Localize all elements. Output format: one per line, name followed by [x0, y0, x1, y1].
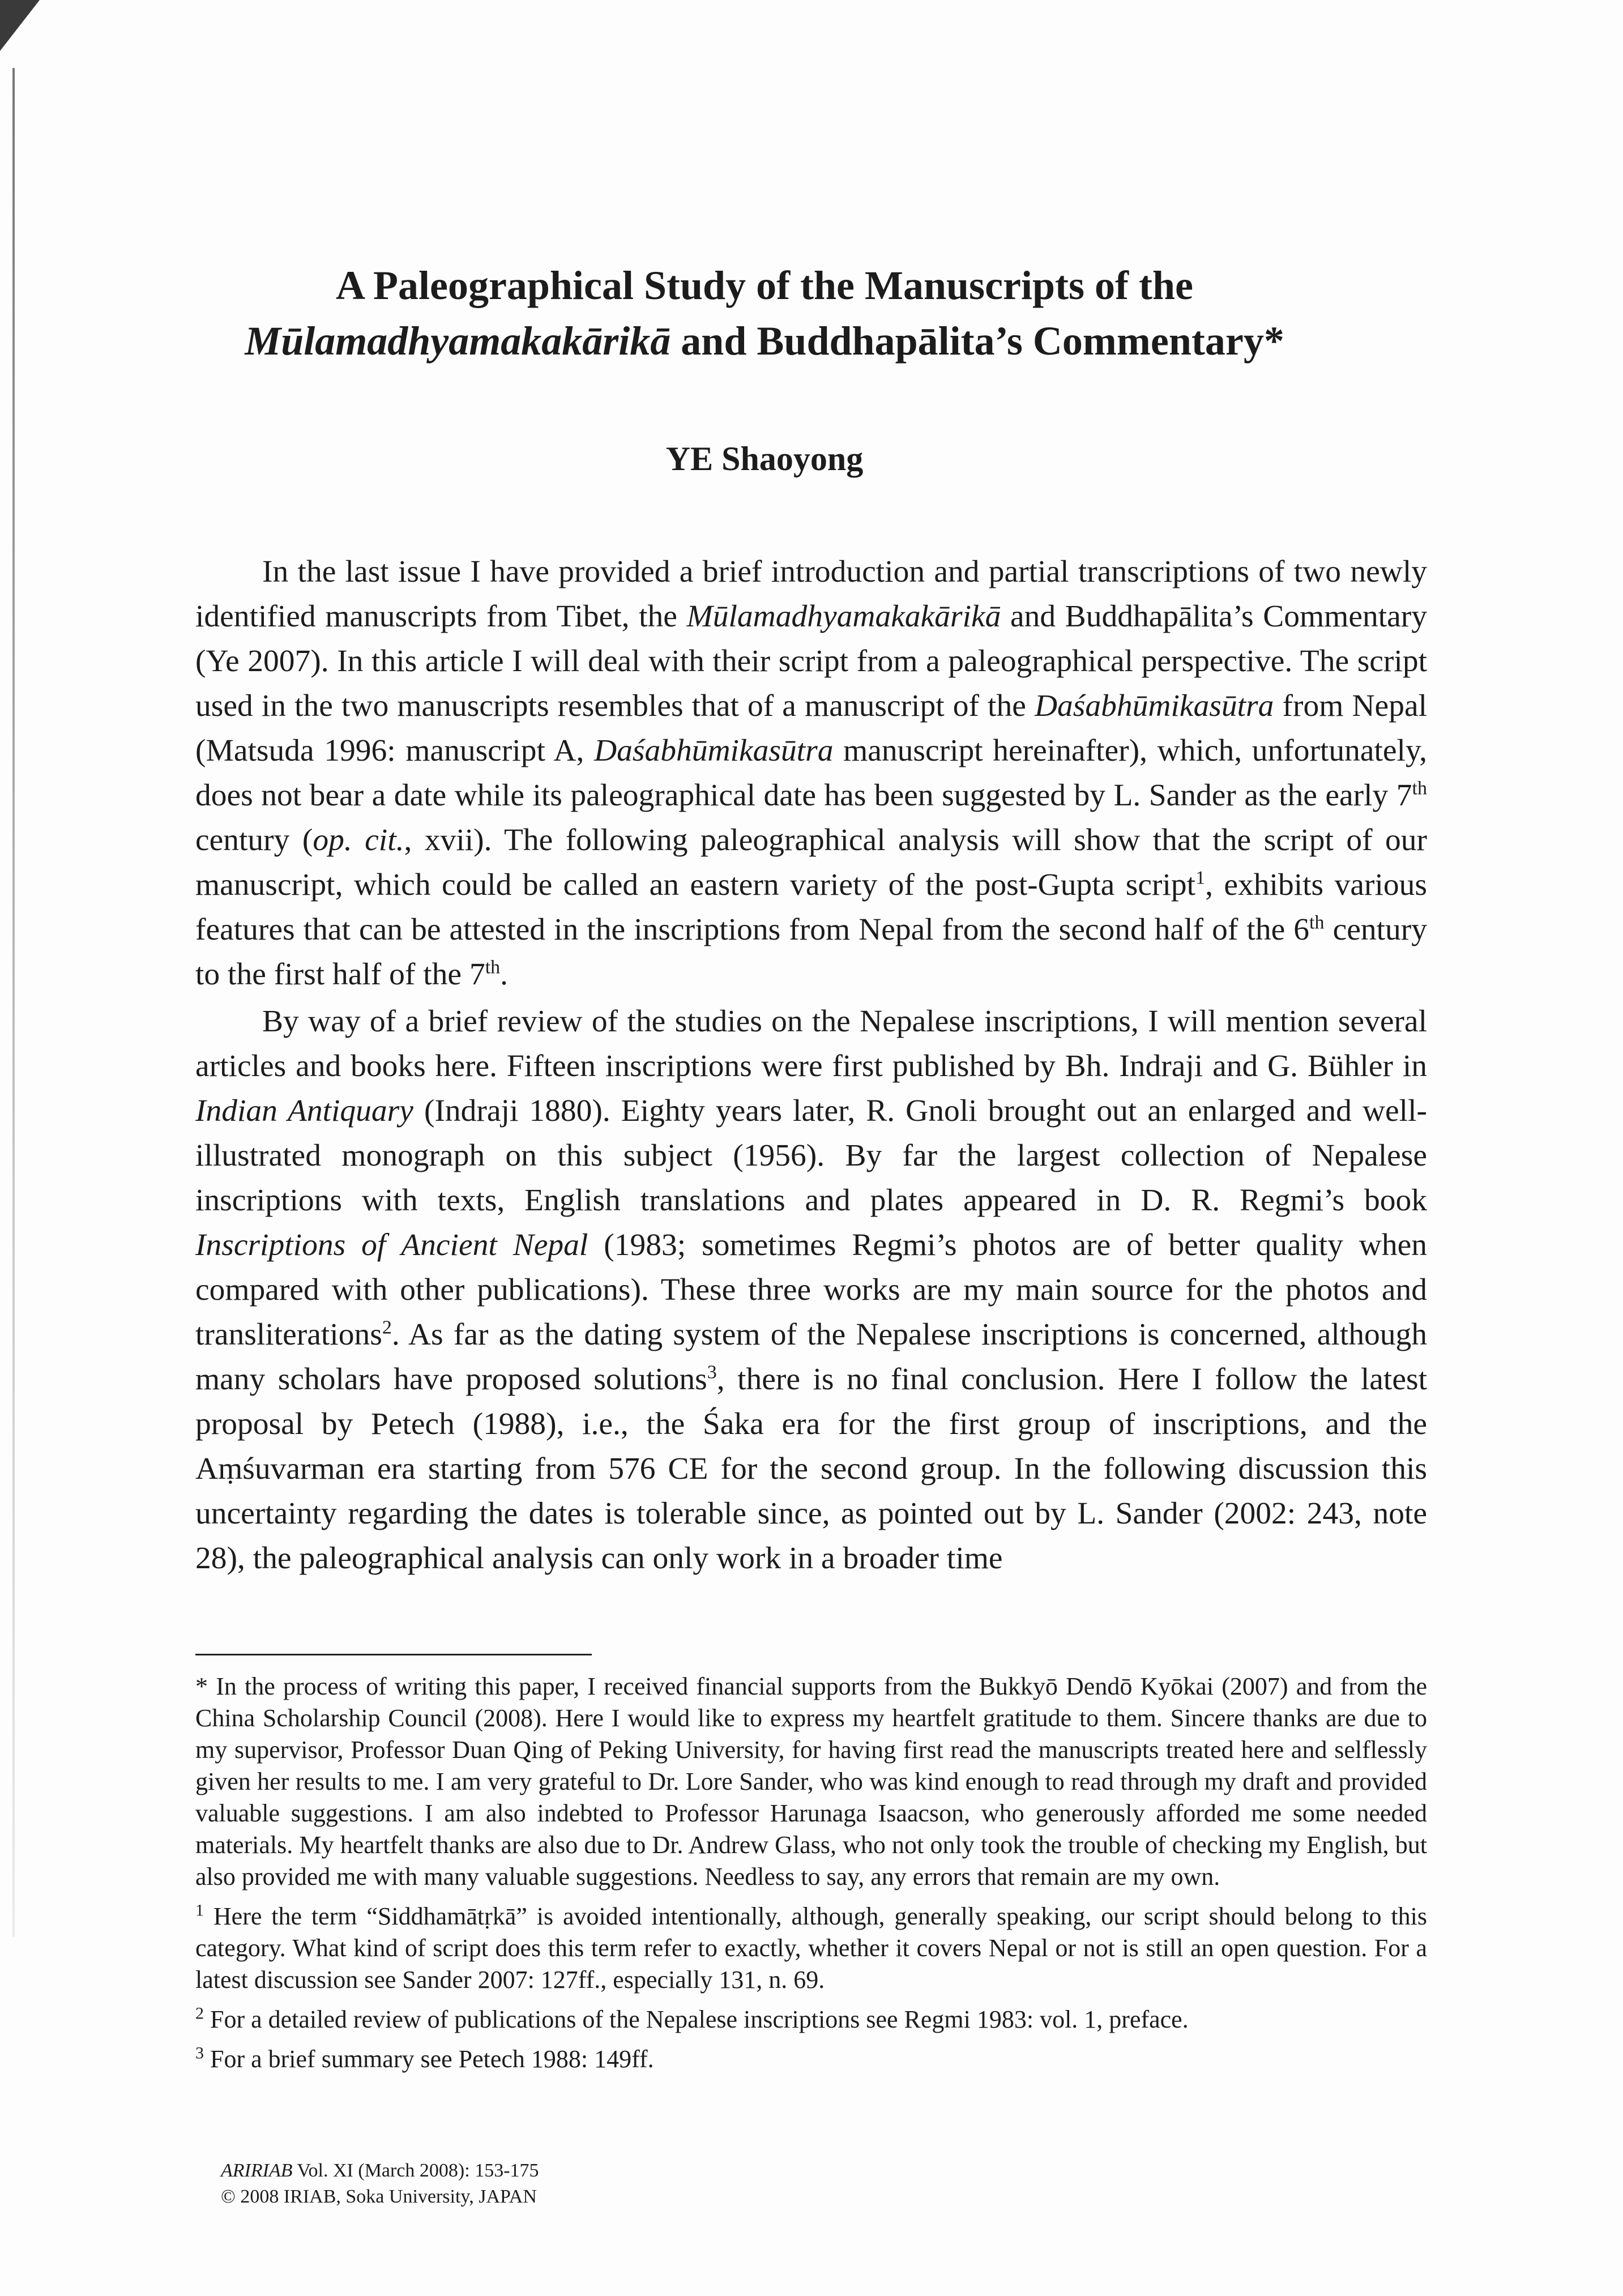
text-run: By way of a brief review of the studies on the Nepalese inscriptions, I will mention several articles and books here. Fifteen inscriptions were first published by Bh. Indraji and G. Bühler in: [195, 1004, 1427, 1083]
title-italic-work: Mūlamadhyamakakārikā: [245, 318, 671, 364]
copyright-line: © 2008 IRIAB, Soka University, JAPAN: [221, 2186, 537, 2207]
footnote-mark: 3: [195, 2043, 204, 2063]
footnote-text: For a detailed review of publications of the Nepalese inscriptions see Regmi 1983: vol. 1, preface.: [204, 2005, 1189, 2033]
text-run: century (: [195, 823, 313, 857]
italic-title: Indian Antiquary: [195, 1094, 413, 1128]
title-line-1: A Paleographical Study of the Manuscripts of the: [335, 263, 1193, 308]
footnote-ref-1[interactable]: 1: [1195, 867, 1206, 889]
scan-edge-artifact: [12, 68, 15, 1937]
text-run: (Indraji 1880). Eighty years later, R. Gnoli brought out an enlarged and well-illustrated monograph on this subject (1956). By far the largest collection of Nepalese inscriptions with texts, English translations and plates appeared in D. R. Regmi’s book: [195, 1094, 1428, 1218]
journal-name: ARIRIAB: [221, 2160, 293, 2181]
ordinal-suffix: th: [1412, 778, 1427, 799]
text-run: (1983; sometimes Regmi’s photos are of better quality when compared with other publications). These three works are my main source for the photos and transliterations: [195, 1228, 1427, 1352]
italic-title: Daśabhūmikasūtra: [1034, 689, 1274, 723]
journal-imprint: [221, 2158, 900, 2210]
footnote-mark: 1: [195, 1901, 204, 1920]
text-run: manuscript hereinafter), which, unfortunately, does not bear a date while its paleographical date has been suggested by L. Sander as the early 7: [195, 733, 1427, 813]
paragraph-2: [195, 999, 1427, 1581]
footnote-star: * In the process of writing this paper, I received financial supports from the Bukkyō Dendō Kyōkai (2007) and from the China Scholarship Council (2008). Here I would like to express my heartfelt gratitude to them. Sincere thanks are due to my supervisor, Professor Duan Qing of Peking University, for having first read the manuscripts treated here and selflessly given her results to me. I am very grateful to Dr. Lore Sander, who was kind enough to read through my draft and provided valuable suggestions. I am also indebted to Professor Harunaga Isaacson, who generously afforded me some needed materials. My heartfelt thanks are also due to Dr. Andrew Glass, who not only took the trouble of checking my English, but also provided me with many valuable suggestions. Needless to say, any errors that remain are my own.: [195, 1672, 1427, 1890]
footnote-divider: [195, 1654, 592, 1655]
footnote-3: [195, 2043, 1427, 2075]
text-run: , xvii). The following paleographical analysis will show that the script of our manuscript, which could be called an eastern variety of the post-Gupta script: [195, 823, 1427, 902]
italic-title: Inscriptions of Ancient Nepal: [195, 1228, 588, 1262]
ordinal-suffix: th: [485, 957, 501, 978]
text-run: , exhibits various features that can be attested in the inscriptions from Nepal from the second half of the 6: [195, 868, 1428, 947]
article-title: [170, 258, 1359, 369]
journal-citation: [221, 2158, 900, 2184]
text-run: . As far as the dating system of the Nepalese inscriptions is concerned, although many scholars have proposed solutions: [195, 1317, 1427, 1397]
title-line-2-rest: and Buddhapālita’s Commentary*: [670, 318, 1284, 364]
italic-title: Daśabhūmikasūtra: [594, 733, 834, 768]
footnote-ref-2[interactable]: 2: [382, 1317, 392, 1338]
text-run: century to the first half of the 7: [195, 912, 1427, 992]
paragraph-1: [195, 549, 1427, 997]
italic-title: Mūlamadhyamakakārikā: [686, 599, 1001, 634]
ordinal-suffix: th: [1309, 912, 1325, 933]
text-run: and Buddhapālita’s Commentary (Ye 2007). In this article I will deal with their script from a paleographical perspective. The script used in the two manuscripts resembles that of a manuscript of the: [195, 599, 1427, 723]
italic-citation: op. cit.: [313, 823, 404, 857]
footnote-text: For a brief summary see Petech 1988: 149ff.: [204, 2045, 654, 2073]
footnote-1: [195, 1901, 1427, 1996]
footnote-2: [195, 2004, 1427, 2035]
scan-corner-artifact: [0, 0, 40, 51]
text-run: from Nepal (Matsuda 1996: manuscript A,: [195, 689, 1427, 768]
footnote-ref-3[interactable]: 3: [707, 1362, 717, 1383]
text-run: In the last issue I have provided a brief introduction and partial transcriptions of two newly identified manuscripts from Tibet, the: [195, 554, 1427, 634]
title-line-2: [170, 313, 1359, 369]
text-run: .: [500, 957, 509, 992]
text-run: , there is no final conclusion. Here I follow the latest proposal by Petech (1988), i.e., the Śaka era for the first group of inscriptions, and the Aṃśuvarman era starting from 576 CE for the second group. In the following discussion this uncertainty regarding the dates is tolerable since, as pointed out by L. Sander (2002: 243, note 28), the paleographical analysis can only work in a broader time: [195, 1362, 1427, 1576]
journal-volume: Vol. XI (March 2008): 153-175: [292, 2160, 539, 2181]
author-name: YE Shaoyong: [665, 440, 864, 477]
footnote-mark: 2: [195, 2004, 204, 2023]
footnotes: [195, 1671, 1427, 2083]
article-body: [195, 549, 1427, 1581]
footnote-text: Here the term “Siddhamātṛkā” is avoided intentionally, although, generally speaking, our script should belong to this category. What kind of script does this term refer to exactly, whether it covers Nepal or not is still an open question. For a latest discussion see Sander 2007: 127ff., especially 131, n. 69.: [195, 1902, 1427, 1994]
